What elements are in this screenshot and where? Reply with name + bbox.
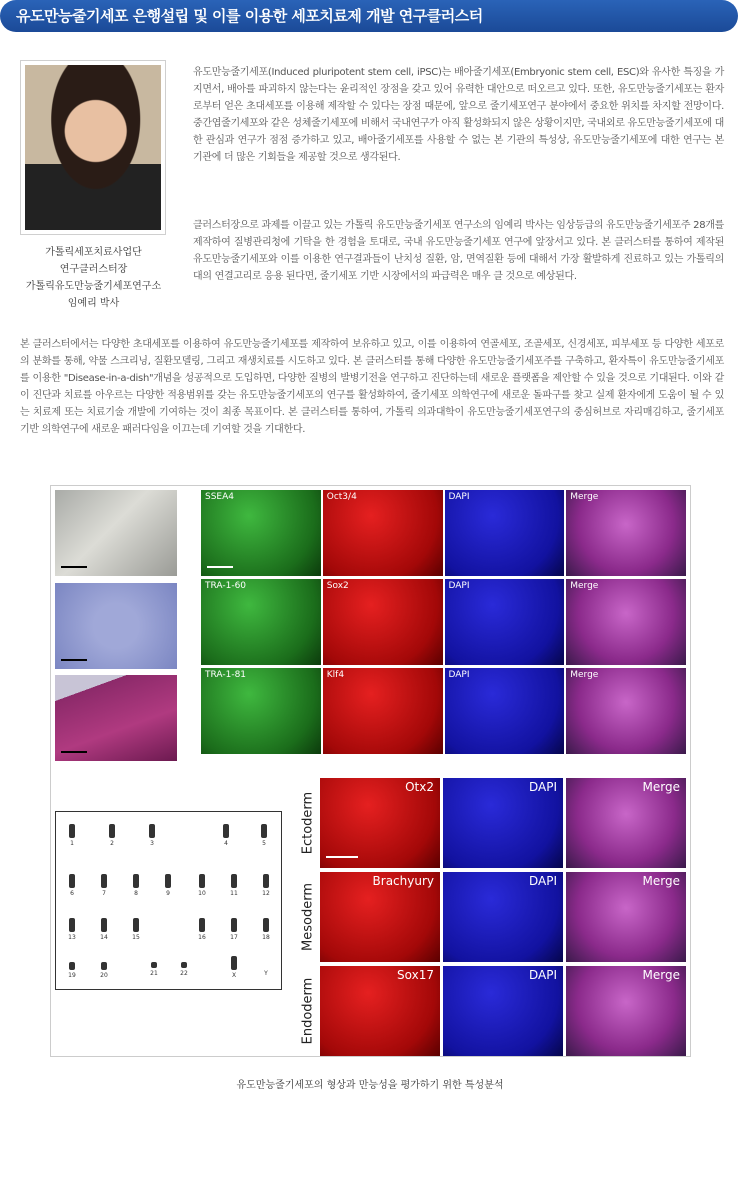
chromosome: 4 bbox=[216, 824, 236, 847]
alkaline-phosphatase-image bbox=[55, 675, 177, 761]
chromosome: 12 bbox=[256, 874, 276, 897]
chromosome: 9 bbox=[158, 874, 178, 897]
chromosome: 13 bbox=[62, 918, 82, 941]
panel-label: DAPI bbox=[528, 968, 557, 982]
fluorescence-panel bbox=[566, 490, 686, 576]
fluorescence-panel bbox=[201, 490, 321, 576]
chromosome: 11 bbox=[224, 874, 244, 897]
chromosome: 20 bbox=[94, 962, 114, 979]
caption-line: 가톨릭유도만능줄기세포연구소 bbox=[25, 281, 162, 292]
panel-label: DAPI bbox=[448, 581, 470, 591]
chromosome: 3 bbox=[142, 824, 162, 847]
fluorescence-panel bbox=[320, 872, 440, 962]
germ-layer-grid bbox=[301, 778, 686, 1060]
panel-label: DAPI bbox=[448, 670, 470, 680]
cluster-goal-paragraph: 본 클러스터에서는 다양한 초대세포를 이용하여 유도만능줄기세포를 제작하여 보유하고 있고, 이를 이용하여 연골세포, 조골세포, 신경세포, 피부세포 등 다양한 세포로의 분화를 통해, 약물 스크리닝, 질환모델링, 그리고 재생치료를 시도하고 있다. 본 클러스터를 통해 다양한 유도만능줄기세포주를 구축하고, 환자특이 유도만능줄기세포를 이용한 "Disease-in-a-dish"개념을 성공적으로 도입하면, 다양한 질병의 발병기전을 연구하고 진단하는데 새로운 플랫폼을 제안할 수 있을 것으로 기대된다. 이와 같이 진단과 치료를 아우르는 다양한 적용범위를 갖는 유도만능줄기세포의 연구를 활성화하여, 줄기세포 의학연구에 새로운 돌파구를 찾고 실제 환자에게 도움이 될 수 있는 치료제 또는 치료기술 개발에 기여하는 것이 최종 목표이다. 본 클러스터를 통하여, 가톨릭 의과대학이 유도만능줄기세포연구의 중심허브로 자리매김하고, 줄기세포 기반 의학연구에 새로운 패러다임을 이끄는데 기여할 것을 기대한다. bbox=[20, 339, 724, 435]
scale-bar bbox=[326, 856, 358, 858]
layer-label: Endoderm bbox=[300, 977, 316, 1045]
fluorescence-panel bbox=[443, 778, 563, 868]
panel-label: Merge bbox=[570, 670, 599, 680]
profile-caption bbox=[16, 244, 171, 312]
panel-label: DAPI bbox=[528, 874, 557, 888]
panel-label: Merge bbox=[642, 874, 680, 888]
chromosome: 15 bbox=[126, 918, 146, 941]
panel-label: DAPI bbox=[528, 780, 557, 794]
chromosome: 10 bbox=[192, 874, 212, 897]
germ-layer-row bbox=[301, 872, 686, 962]
layer-label: Mesoderm bbox=[300, 883, 316, 951]
fluorescence-panel bbox=[445, 579, 565, 665]
colony-brightfield-image bbox=[55, 490, 177, 576]
fluorescence-panel bbox=[566, 579, 686, 665]
fluorescence-panel bbox=[323, 668, 443, 754]
pluripotency-marker-grid bbox=[201, 490, 688, 757]
chromosome: X bbox=[224, 956, 244, 979]
portrait-image bbox=[25, 65, 161, 230]
chromosome: 2 bbox=[102, 824, 122, 847]
chromosome: 14 bbox=[94, 918, 114, 941]
fluorescence-panel bbox=[445, 668, 565, 754]
fluorescence-panel bbox=[320, 778, 440, 868]
fluorescence-panel bbox=[201, 668, 321, 754]
caption-line: 임예리 박사 bbox=[67, 298, 120, 309]
chromosome: 19 bbox=[62, 962, 82, 979]
fluorescence-panel bbox=[566, 966, 686, 1056]
page-title: 유도만능줄기세포 은행설립 및 이를 이용한 세포치료제 개발 연구클러스터 bbox=[16, 7, 483, 25]
figure-caption: 유도만능줄기세포의 형상과 만능성을 평가하기 위한 특성분석 bbox=[236, 1080, 504, 1091]
fluorescence-panel bbox=[566, 668, 686, 754]
intro-paragraph: 유도만능줄기세포(Induced pluripotent stem cell, iPSC)는 배아줄기세포(Embryonic stem cell, ESC)와 유사한 특징을 가지면서, 배아를 파괴하지 않는다는 윤리적인 장점을 갖고 있어 유력한 대안으로 떠오르고 있다. 또한, 유도만능줄기세포는 환자로부터 얻은 초대세포를 이용해 제작할 수 있다는 장점 때문에, 앞으로 줄기세포연구 분야에서 중요한 위치를 차지할 전망이다. 중간엽줄기세포와 같은 성체줄기세포에 비해서 국내연구가 아직 활성화되지 않은 상황이지만, 국내외로 유도만능줄기세포에 대한 관심과 연구가 점점 증가하고 있고, 배아줄기세포를 사용할 수 없는 본 기관의 특성상, 유도만능줄기세포에 대한 연구는 본 기관에 더 많은 기회들을 제공할 것으로 생각된다. bbox=[193, 67, 724, 163]
chromosome: 21 bbox=[144, 962, 164, 977]
panel-label: Merge bbox=[570, 492, 599, 502]
scale-bar bbox=[61, 659, 87, 661]
chromosome: 22 bbox=[174, 962, 194, 977]
panel-label: Oct3/4 bbox=[326, 492, 357, 502]
panel-label: DAPI bbox=[448, 492, 470, 502]
fluorescence-panel bbox=[201, 579, 321, 665]
marker-row bbox=[201, 579, 688, 665]
chromosome: 18 bbox=[256, 918, 276, 941]
layer-label: Ectoderm bbox=[300, 791, 316, 855]
caption-line: 연구클러스터장 bbox=[59, 264, 128, 275]
chromosome: 6 bbox=[62, 874, 82, 897]
fluorescence-panel bbox=[320, 966, 440, 1056]
panel-label: TRA-1-81 bbox=[205, 670, 247, 680]
chromosome: 8 bbox=[126, 874, 146, 897]
panel-label: TRA-1-60 bbox=[205, 581, 247, 591]
panel-label: Otx2 bbox=[405, 780, 434, 794]
marker-row bbox=[201, 490, 688, 576]
fluorescence-panel bbox=[445, 490, 565, 576]
scale-bar bbox=[61, 566, 87, 568]
fluorescence-panel bbox=[323, 579, 443, 665]
fluorescence-panel bbox=[443, 872, 563, 962]
chromosome: 5 bbox=[254, 824, 274, 847]
panel-label: Merge bbox=[570, 581, 599, 591]
fluorescence-panel bbox=[443, 966, 563, 1056]
chromosome: 17 bbox=[224, 918, 244, 941]
fluorescence-panel bbox=[566, 872, 686, 962]
chromosome: 1 bbox=[62, 824, 82, 847]
germ-layer-row bbox=[301, 966, 686, 1056]
karyotype-panel bbox=[55, 811, 282, 990]
scale-bar bbox=[207, 566, 233, 568]
panel-label: Sox2 bbox=[326, 581, 349, 591]
colony-morphology-image bbox=[55, 583, 177, 669]
portrait-photo bbox=[20, 60, 166, 235]
panel-label: Merge bbox=[642, 968, 680, 982]
cluster-leader-paragraph: 클러스터장으로 과제를 이끌고 있는 가톨릭 유도만능줄기세포 연구소의 임예리 박사는 임상등급의 유도만능줄기세포주 28개를 제작하여 질병관리청에 기탁을 한 경험을 토대로, 국내 유도만능줄기세포 연구에 앞장서고 있다. 본 클러스터를 통하여 제작된 유도만능줄기세포와 이를 이용한 연구결과들이 난치성 질환, 암, 면역질환 등에 대해서 가장 활발하게 진료하고 있는 가톨릭의대의 연결고리로 응용 된다면, 줄기세포 기반 시장에서의 파급력은 매우 클 것으로 예상된다. bbox=[193, 220, 724, 282]
characterization-figure bbox=[50, 485, 691, 1057]
germ-layer-row bbox=[301, 778, 686, 868]
panel-label: Merge bbox=[642, 780, 680, 794]
chromosome: 7 bbox=[94, 874, 114, 897]
marker-row bbox=[201, 668, 688, 754]
panel-label: SSEA4 bbox=[205, 492, 234, 502]
fluorescence-panel bbox=[323, 490, 443, 576]
panel-label: Sox17 bbox=[397, 968, 434, 982]
panel-label: Brachyury bbox=[372, 874, 434, 888]
caption-line: 가톨릭세포치료사업단 bbox=[45, 247, 142, 258]
page-header bbox=[0, 0, 738, 32]
chromosome: Y bbox=[264, 970, 268, 977]
scale-bar bbox=[61, 751, 87, 753]
panel-label: Klf4 bbox=[326, 670, 345, 680]
chromosome: 16 bbox=[192, 918, 212, 941]
fluorescence-panel bbox=[566, 778, 686, 868]
